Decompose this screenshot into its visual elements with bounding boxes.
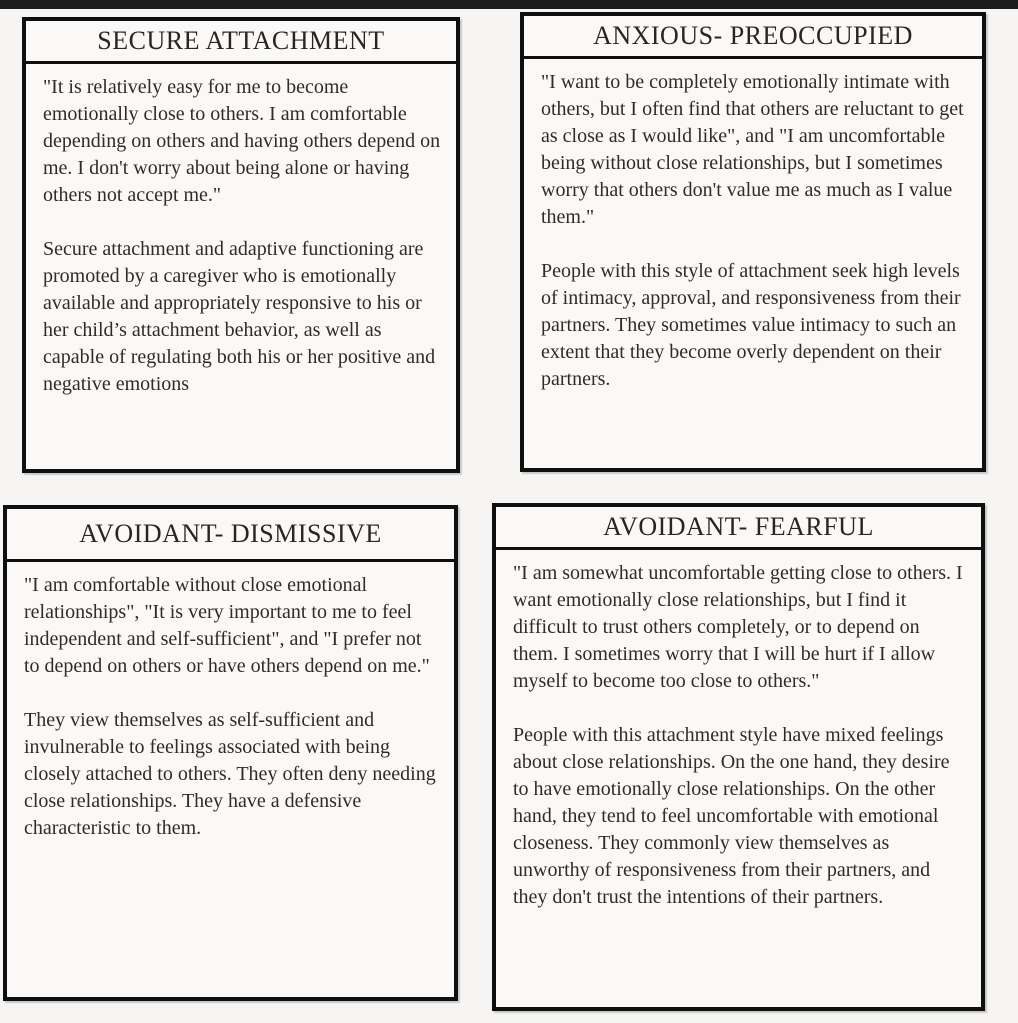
- card-avoidant-dismissive: [3, 505, 458, 1001]
- card-title: AVOIDANT- DISMISSIVE: [7, 509, 454, 562]
- card-description: People with this attachment style have mixed feelings about close relationships. On the one hand, they desire to have emotionally close relationships. On the other hand, they tend to feel uncomfortable with emotional closeness. They commonly view themselves as unworthy of responsiveness from their partners, and they don't trust the intentions of their partners.: [513, 724, 950, 908]
- card-quote: "It is relatively easy for me to become emotionally close to others. I am comfortable depending on others and having others depend on me. I don't worry about being alone or having others not accept me.": [43, 76, 441, 206]
- card-avoidant-fearful: [492, 503, 985, 1011]
- card-description: Secure attachment and adaptive functioning are promoted by a caregiver who is emotionally available and appropriately responsive to his or her child’s attachment behavior, as well as capable of regulating both his or her positive and negative emotions: [43, 238, 436, 395]
- card-title: AVOIDANT- FEARFUL: [496, 507, 981, 550]
- card-quote: "I want to be completely emotionally intimate with others, but I often find that others are reluctant to get as close as I would like", and "I am uncomfortable being without close relationships, but I sometimes worry that others don't value me as much as I value them.": [541, 71, 964, 228]
- card-body: [496, 550, 981, 911]
- card-quote: "I am comfortable without close emotional relationships", "It is very important to me to feel independent and self-sufficient", and "I prefer not to depend on others or have others depend on me.": [24, 574, 430, 677]
- card-body: [7, 562, 454, 842]
- card-title: ANXIOUS- PREOCCUPIED: [524, 16, 982, 59]
- card-description: People with this style of attachment seek high levels of intimacy, approval, and responsiveness from their partners. They sometimes value intimacy to such an extent that they become overly dependent on their partners.: [541, 260, 961, 390]
- card-quote: "I am somewhat uncomfortable getting close to others. I want emotionally close relationships, but I find it difficult to trust others completely, or to depend on them. I sometimes worry that I will be hurt if I allow myself to become too close to others.": [513, 562, 963, 692]
- card-body: [524, 59, 982, 393]
- card-anxious-preoccupied: [520, 12, 986, 472]
- card-secure-attachment: [22, 17, 460, 473]
- card-description: They view themselves as self-sufficient and invulnerable to feelings associated with being closely attached to others. They often deny needing close relationships. They have a defensive characteristic to them.: [24, 709, 436, 839]
- card-body: [26, 64, 456, 398]
- card-title: SECURE ATTACHMENT: [26, 21, 456, 64]
- top-border-bar: [0, 0, 1018, 9]
